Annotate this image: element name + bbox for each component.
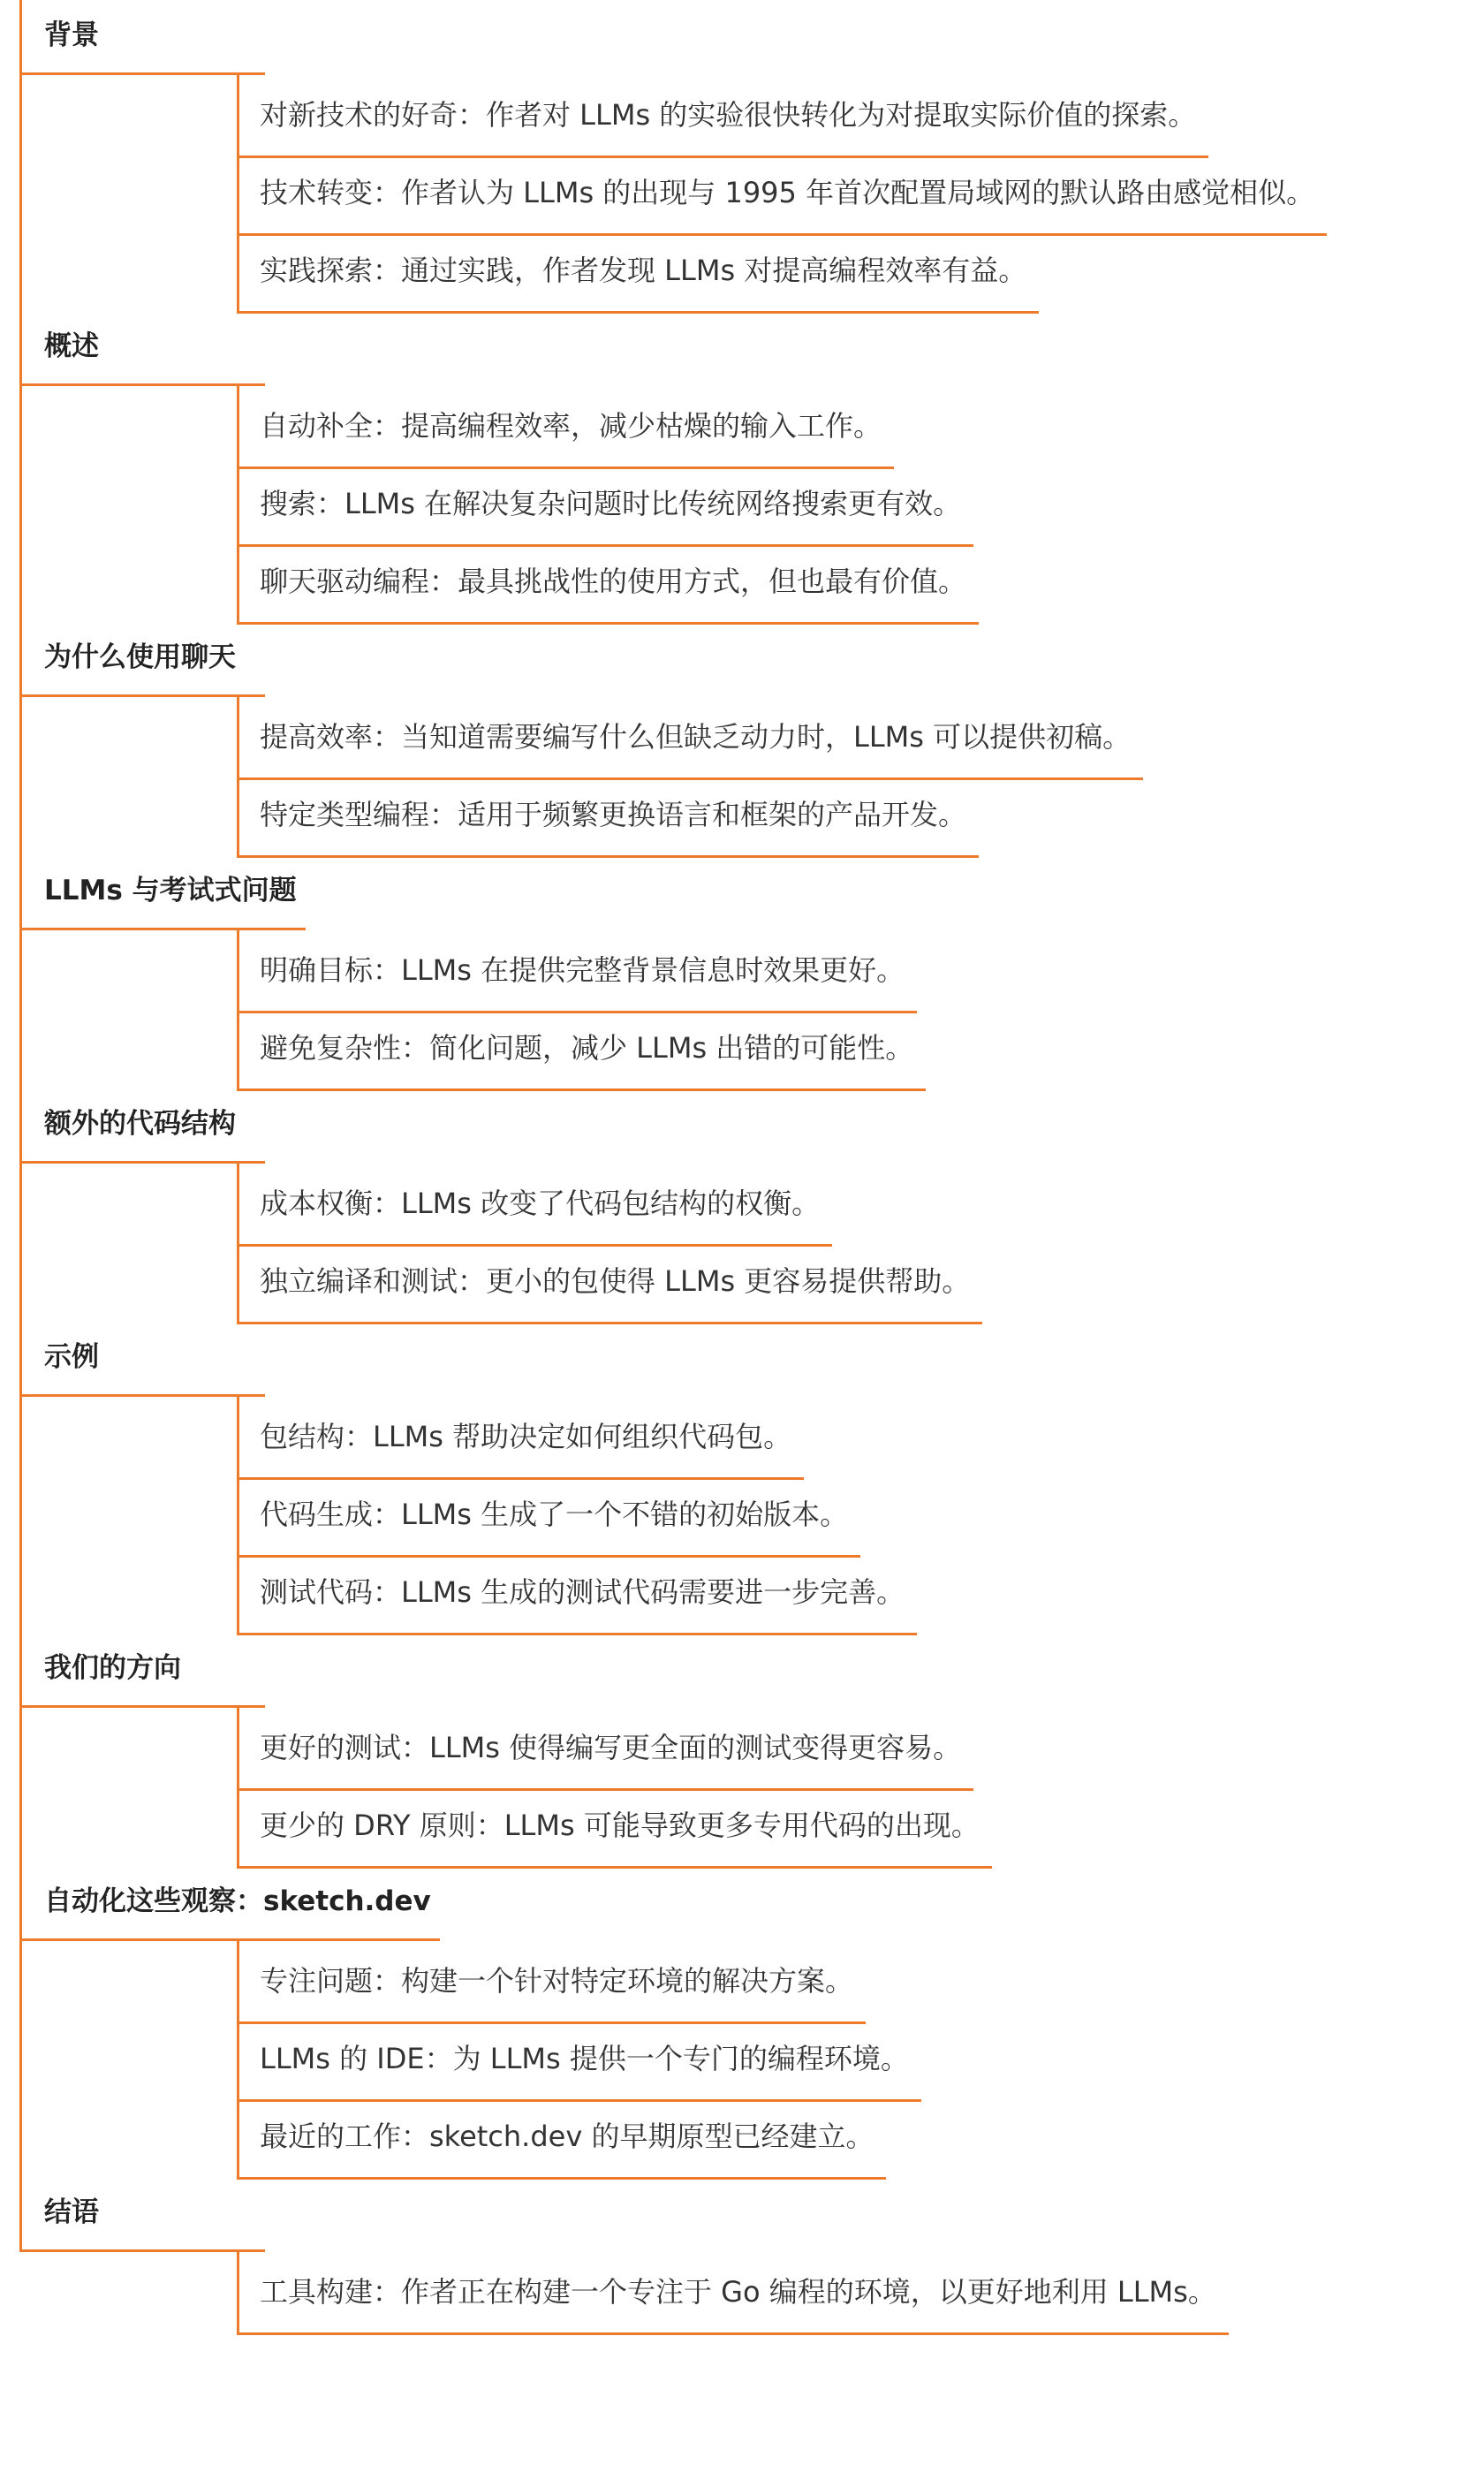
node-text: 专注问题：构建一个针对特定环境的解决方案。 xyxy=(260,1964,854,1998)
section-title: 自动化这些观察：sketch.dev xyxy=(44,1885,431,1917)
node-text: 对新技术的好奇：作者对 LLMs 的实验很快转化为对提取实际价值的探索。 xyxy=(260,98,1197,132)
node-text: 自动补全：提高编程效率，减少枯燥的输入工作。 xyxy=(260,409,882,443)
section-title: 背景 xyxy=(44,19,99,51)
branch-connector xyxy=(237,1705,239,1869)
node-text: 聊天驱动编程：最具挑战性的使用方式，但也最有价值。 xyxy=(260,565,967,598)
node-text: 代码生成：LLMs 生成了一个不错的初始版本。 xyxy=(260,1498,849,1531)
section-underline xyxy=(19,928,306,930)
node-text: 更好的测试：LLMs 使得编写更全面的测试变得更容易。 xyxy=(260,1731,962,1764)
node-underline xyxy=(237,1477,804,1480)
section-underline xyxy=(19,383,265,386)
node-underline xyxy=(237,1866,992,1869)
node-underline xyxy=(237,155,1208,158)
node-underline xyxy=(237,622,979,625)
section-title: 概述 xyxy=(44,330,99,362)
node-underline xyxy=(237,466,894,469)
node-underline xyxy=(237,2099,921,2102)
branch-connector xyxy=(237,2249,239,2335)
node-text: 特定类型编程：适用于频繁更换语言和框架的产品开发。 xyxy=(260,798,967,831)
branch-connector xyxy=(237,928,239,1091)
section-underline xyxy=(19,1705,265,1708)
node-text: 技术转变：作者认为 LLMs 的出现与 1995 年首次配置局域网的默认路由感觉相似。 xyxy=(260,176,1315,209)
node-text: 测试代码：LLMs 生成的测试代码需要进一步完善。 xyxy=(260,1575,905,1609)
main-trunk xyxy=(19,0,22,2252)
branch-connector xyxy=(237,383,239,625)
section-title: 为什么使用聊天 xyxy=(44,641,236,673)
node-text: LLMs 的 IDE：为 LLMs 提供一个专门的编程环境。 xyxy=(260,2042,909,2075)
section-title: LLMs 与考试式问题 xyxy=(44,875,297,906)
branch-connector xyxy=(237,1938,239,2180)
node-text: 实践探索：通过实践，作者发现 LLMs 对提高编程效率有益。 xyxy=(260,254,1027,287)
node-text: 明确目标：LLMs 在提供完整背景信息时效果更好。 xyxy=(260,953,905,987)
node-underline xyxy=(237,1633,917,1635)
node-underline xyxy=(237,1088,926,1091)
node-underline xyxy=(237,2021,866,2024)
branch-connector xyxy=(237,1394,239,1635)
node-underline xyxy=(237,233,1327,236)
branch-connector xyxy=(237,694,239,858)
node-text: 包结构：LLMs 帮助决定如何组织代码包。 xyxy=(260,1420,792,1453)
section-underline xyxy=(19,694,265,697)
node-text: 提高效率：当知道需要编写什么但缺乏动力时，LLMs 可以提供初稿。 xyxy=(260,720,1132,754)
node-underline xyxy=(237,777,1143,780)
section-title: 我们的方向 xyxy=(44,1652,181,1684)
branch-connector xyxy=(237,1161,239,1324)
node-text: 避免复杂性：简化问题，减少 LLMs 出错的可能性。 xyxy=(260,1031,914,1065)
node-underline xyxy=(237,311,1039,314)
node-underline xyxy=(237,544,973,547)
node-text: 更少的 DRY 原则：LLMs 可能导致更多专用代码的出现。 xyxy=(260,1809,980,1842)
section-underline xyxy=(19,72,265,75)
node-underline xyxy=(237,2332,1229,2335)
branch-connector xyxy=(237,72,239,314)
section-underline xyxy=(19,1938,440,1941)
section-underline xyxy=(19,2249,265,2252)
node-text: 最近的工作：sketch.dev 的早期原型已经建立。 xyxy=(260,2120,874,2153)
node-underline xyxy=(237,1555,860,1558)
node-text: 工具构建：作者正在构建一个专注于 Go 编程的环境，以更好地利用 LLMs。 xyxy=(260,2275,1216,2309)
section-title: 结语 xyxy=(44,2196,99,2228)
node-underline xyxy=(237,1322,982,1324)
node-text: 独立编译和测试：更小的包使得 LLMs 更容易提供帮助。 xyxy=(260,1264,971,1298)
node-text: 成本权衡：LLMs 改变了代码包结构的权衡。 xyxy=(260,1187,821,1220)
section-title: 额外的代码结构 xyxy=(44,1108,236,1140)
section-underline xyxy=(19,1394,265,1397)
section-underline xyxy=(19,1161,265,1164)
node-underline xyxy=(237,1788,973,1791)
section-title: 示例 xyxy=(44,1341,99,1373)
node-underline xyxy=(237,1011,917,1013)
node-underline xyxy=(237,2177,886,2180)
node-underline xyxy=(237,855,979,858)
node-underline xyxy=(237,1244,832,1247)
node-text: 搜索：LLMs 在解决复杂问题时比传统网络搜索更有效。 xyxy=(260,487,962,520)
